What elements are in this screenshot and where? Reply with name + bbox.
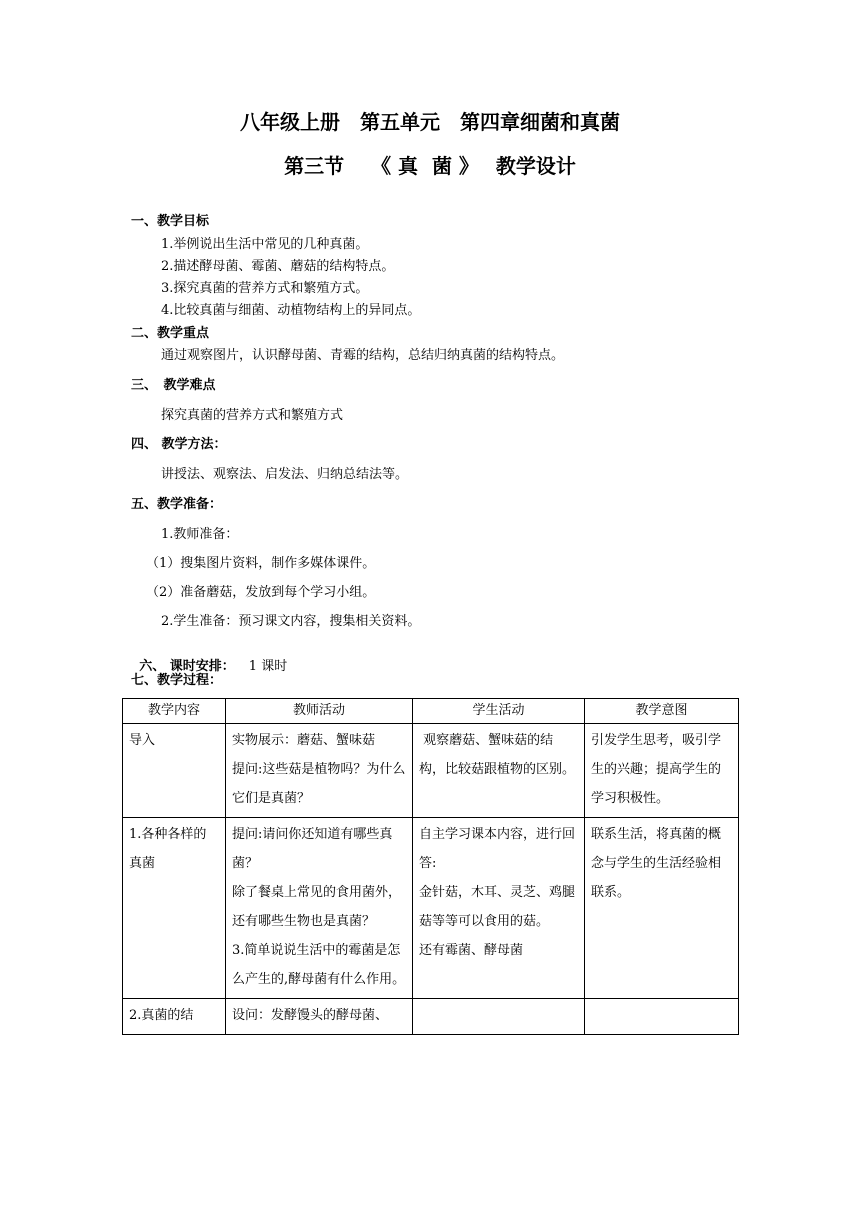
cell-text: 1.各种各样的真菌	[129, 827, 207, 871]
cell-text: 提问:请问你还知道有哪些真菌？	[232, 827, 393, 871]
section-heading-objectives: 一、教学目标	[131, 214, 210, 229]
schedule-line	[131, 643, 287, 675]
table-cell	[123, 818, 226, 999]
section-heading-methods: 四、 教学方法：	[131, 437, 227, 452]
document-subtitle: 第三节 《 真 菌 》 教学设计	[284, 154, 576, 178]
preparation-item: （1）搜集图片资料，制作多媒体课件。	[146, 556, 376, 571]
cell-text: 3.简单说说生活中的霉菌是怎么产生的,酵母菌有什么作用。	[232, 943, 406, 987]
difficulties-text: 探究真菌的营养方式和繁殖方式	[161, 408, 344, 423]
section-heading-difficulties: 三、 教学难点	[131, 378, 216, 393]
table-cell	[585, 724, 739, 818]
cell-text: 引发学生思考，吸引学生的兴趣；提高学生的学习积极性。	[591, 733, 722, 806]
objective-item: 2.描述酵母菌、霉菌、蘑菇的结构特点。	[161, 259, 395, 274]
section-heading-process: 七、教学过程：	[131, 673, 223, 688]
table-cell	[123, 724, 226, 818]
document-title: 八年级上册 第五单元 第四章细菌和真菌	[240, 110, 620, 134]
cell-text: 2.真菌的结	[129, 1008, 194, 1023]
table-cell	[226, 724, 413, 818]
column-header: 学生活动	[413, 699, 585, 724]
table-cell	[226, 818, 413, 999]
section-heading-preparation: 五、教学准备：	[131, 497, 223, 512]
cell-text: 实物展示：蘑菇、蟹味菇	[232, 733, 376, 748]
cell-text: 设问：发酵馒头的酵母菌、	[232, 1008, 389, 1023]
table-cell	[123, 999, 226, 1035]
table-row	[123, 999, 739, 1035]
table-row	[123, 818, 739, 999]
table-row	[123, 724, 739, 818]
cell-text: 除了餐桌上常见的食用菌外，还有哪些生物也是真菌？	[232, 885, 402, 929]
objective-item: 3.探究真菌的营养方式和繁殖方式。	[161, 281, 369, 296]
cell-text: 还有霉菌、酵母菌	[419, 943, 524, 958]
teaching-process-table	[122, 698, 739, 1035]
section-heading-schedule: 六、 课时安排：	[139, 659, 235, 674]
objective-item: 1.举例说出生活中常见的几种真菌。	[161, 237, 369, 252]
cell-text: 提问:这些菇是植物吗？为什么它们是真菌？	[232, 762, 406, 806]
column-header: 教师活动	[226, 699, 413, 724]
table-cell	[226, 999, 413, 1035]
table-cell	[413, 818, 585, 999]
methods-text: 讲授法、观察法、启发法、归纳总结法等。	[161, 467, 409, 482]
cell-text: 联系生活，将真菌的概念与学生的生活经验相联系。	[591, 827, 722, 900]
column-header: 教学意图	[585, 699, 739, 724]
cell-text: 观察蘑菇、蟹味菇的结构，比较菇跟植物的区别。	[419, 733, 576, 777]
preparation-item: 1.教师准备：	[161, 527, 239, 542]
preparation-item: 2.学生准备：预习课文内容，搜集相关资料。	[161, 614, 421, 629]
key-points-text: 通过观察图片，认识酵母菌、青霉的结构，总结归纳真菌的结构特点。	[161, 348, 565, 363]
table-cell-empty	[585, 999, 739, 1035]
column-header: 教学内容	[123, 699, 226, 724]
preparation-item: （2）准备蘑菇，发放到每个学习小组。	[146, 585, 376, 600]
cell-text: 金针菇，木耳、灵芝、鸡腿菇等等可以食用的菇。	[419, 885, 576, 929]
cell-text: 自主学习课本内容，进行回答:	[419, 827, 576, 871]
table-cell	[413, 724, 585, 818]
table-cell	[585, 818, 739, 999]
table-header-row	[123, 699, 739, 724]
section-heading-key-points: 二、教学重点	[131, 326, 210, 341]
cell-text: 导入	[129, 733, 156, 748]
objective-item: 4.比较真菌与细菌、动植物结构上的异同点。	[161, 303, 421, 318]
table-cell-empty	[413, 999, 585, 1035]
schedule-value: 1 课时	[248, 659, 288, 674]
